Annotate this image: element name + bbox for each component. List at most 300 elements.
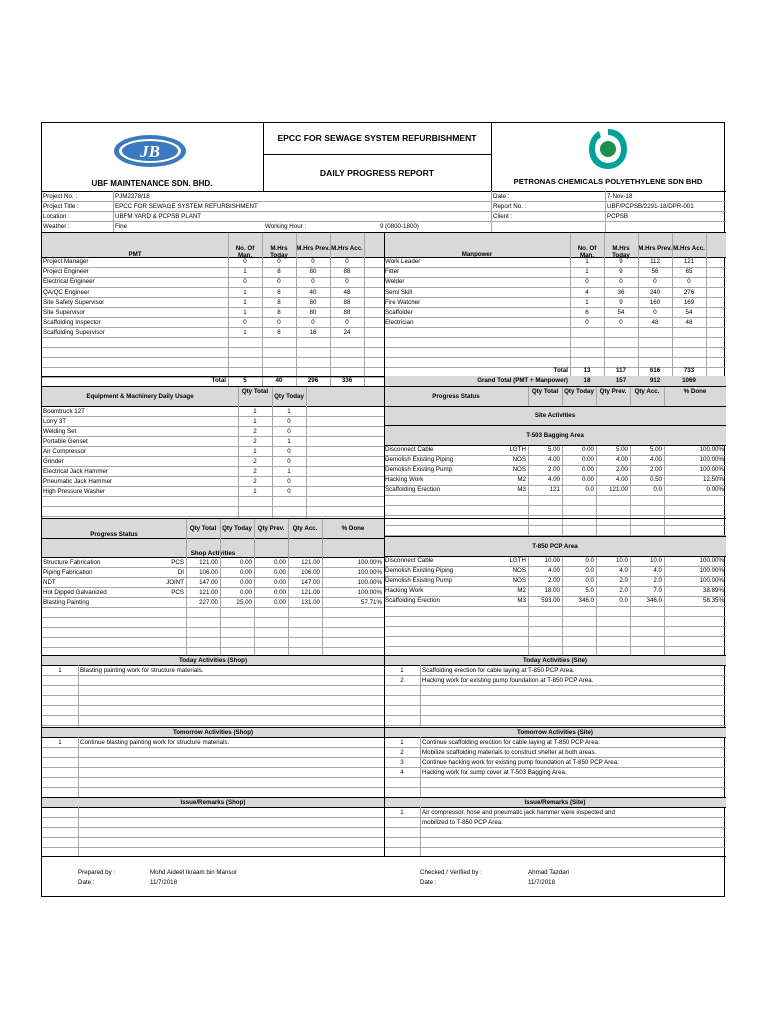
pmt-value: 1 (243, 288, 247, 296)
site-activities-label: Site Activities (534, 412, 576, 419)
site-activity-value: 0.00 (581, 476, 594, 483)
manpower-role: Work Leader (385, 258, 421, 265)
manpower-value: 0 (585, 278, 589, 286)
grid-line (42, 617, 384, 618)
grid-line (664, 387, 665, 406)
grid-line (384, 495, 726, 496)
grand-total-label: Grand Total (PMT + Manpower) (477, 377, 568, 384)
shop-activity-value: 100.00% (357, 589, 382, 596)
manpower-value: 0 (619, 278, 623, 286)
equipment-qty-today: 0 (287, 428, 291, 435)
pmt-role: Project Manager (43, 258, 89, 265)
equipment-qty-today: 0 (287, 448, 291, 455)
pmt-value: 88 (343, 309, 351, 316)
grid-line (664, 557, 665, 655)
site-activity-value: 58.35% (703, 597, 724, 604)
location-value: UBFM YARD & PCPSB PLANT (115, 213, 202, 220)
manpower-value: 6 (585, 309, 589, 316)
manpower-role: Fitter (385, 268, 400, 276)
mp-today-header: M.Hrs Today (612, 245, 630, 259)
prepared-date-label: Date : (78, 879, 95, 886)
pmt-value: 8 (277, 298, 281, 306)
site-activity-value: 4.00 (547, 456, 560, 463)
shop-activity-value: 57.71% (361, 599, 382, 606)
shop-activity-name: NDT (43, 579, 56, 586)
site-activity-value: 100.00% (699, 567, 724, 574)
weather-value: Fine (115, 223, 128, 230)
grid-line (42, 767, 384, 768)
equip-qty-total-header: Qty Total (241, 388, 269, 395)
manpower-total-value: 117 (616, 367, 626, 374)
grid-line (42, 647, 384, 648)
shop-activities-label: Shop Activities (190, 550, 236, 557)
grid-line (42, 747, 384, 748)
site-qty-acc-header: Qty Acc. (634, 388, 660, 395)
site-activity-value: 2.00 (547, 577, 560, 584)
activity-text: Continue hacking work for existing pump foundation at T-850 PCP Area. (422, 759, 619, 766)
grid-line (384, 525, 726, 526)
equipment-name: Boomtruck 12T (43, 408, 85, 415)
site-progress-header: Progress Status (432, 393, 480, 400)
client-label: Client : (493, 213, 513, 220)
grid-line (42, 695, 384, 696)
t850-area-label: T-850 PCP Area (532, 543, 578, 550)
site-qty-prev-header: Qty Prev. (599, 388, 627, 395)
manpower-role: Semi Skill (385, 288, 413, 296)
grid-line (384, 327, 726, 328)
shop-activity-value: 0.00 (239, 589, 252, 596)
grid-line (384, 695, 726, 696)
grid-line (528, 557, 529, 655)
grid-line (384, 757, 726, 758)
grid-line (42, 757, 384, 758)
grid-line (272, 387, 273, 518)
site-qty-today-header: Qty Today (564, 388, 594, 395)
manpower-value: 0 (653, 309, 657, 316)
grid-line (638, 233, 639, 386)
site-activity-name: Scaffolding Erection (385, 486, 440, 493)
equipment-qty-today: 0 (287, 458, 291, 465)
shop-activity-value: 121.00 (199, 559, 218, 566)
site-activity-value: 0.50 (649, 476, 662, 483)
shop-activity-value: 0.00 (273, 569, 286, 576)
grid-line (42, 627, 384, 628)
pmt-value: 0 (243, 278, 247, 286)
grid-line (384, 307, 726, 308)
shop-activity-value: 25.00 (236, 599, 252, 606)
site-activity-value: 2.0 (619, 577, 628, 584)
equipment-qty-total: 2 (253, 438, 257, 445)
site-activity-value: 346.0 (578, 597, 594, 604)
report-no-value: UBF/PCPSB/2291-18/DPR-001 (607, 203, 694, 210)
shop-activity-value: 106.00 (301, 569, 320, 576)
activity-text: Scaffolding erection for cable laying at T-850 PCP Area. (422, 667, 575, 674)
manpower-value: 0 (585, 319, 589, 327)
shop-activity-value: 121.00 (199, 589, 218, 596)
petronas-logo (587, 127, 629, 171)
grid-line (528, 387, 529, 406)
shop-activity-value: 100.00% (357, 569, 382, 576)
manpower-value: 65 (685, 268, 693, 276)
equipment-name: Lorry 3T (43, 418, 67, 425)
pmt-role: Electrical Engineer (43, 278, 95, 286)
manpower-value: 240 (649, 288, 661, 296)
manpower-value: 56 (651, 268, 659, 276)
site-activity-unit: NOS (512, 466, 526, 473)
site-activity-value: 7.0 (653, 587, 662, 594)
grid-line (238, 387, 239, 518)
activity-text: Continue scaffolding erection for cable laying at T-850 PCP Area. (422, 739, 600, 746)
tomorrow-shop-title: Tomorrow Activities (Shop) (172, 729, 254, 736)
manpower-value: 169 (683, 298, 695, 306)
pmt-value: 8 (277, 288, 281, 296)
site-activity-unit: LGTH (509, 557, 526, 564)
shop-activity-unit: DI (177, 569, 184, 576)
activity-number: 2 (400, 677, 404, 684)
activity-number: 3 (400, 759, 404, 766)
pmt-total-prev: 296 (307, 377, 319, 384)
site-activity-value: 100.00% (699, 446, 724, 453)
grid-line (384, 715, 726, 716)
equipment-qty-total: 1 (253, 488, 257, 495)
grid-line (42, 675, 384, 676)
pmt-value: 80 (309, 309, 317, 316)
shop-activity-value: 147.00 (301, 579, 320, 586)
shop-qty-today-header: Qty Today (222, 525, 252, 532)
pmt-value: 0 (311, 278, 315, 286)
issue-site-title: Issue/Remarks (Site) (524, 799, 586, 806)
grid-line (42, 607, 384, 608)
grid-line (384, 777, 726, 778)
grid-line (42, 685, 384, 686)
location-label: Location : (43, 213, 70, 220)
working-hour-value: 9 (0800-1800) (380, 223, 419, 230)
grid-line (42, 587, 384, 588)
site-activity-unit: NOS (512, 567, 526, 574)
equipment-qty-total: 2 (253, 428, 257, 435)
manpower-total-value: 733 (683, 367, 695, 374)
manpower-value: 0 (687, 278, 691, 286)
equipment-qty-total: 1 (253, 448, 257, 455)
grid-line (562, 387, 563, 406)
grid-line (42, 597, 384, 598)
activity-number: 1 (400, 739, 404, 746)
site-activity-value: 5.00 (547, 446, 560, 453)
grid-line (42, 456, 384, 457)
grand-total-man: 18 (583, 377, 591, 384)
shop-pct-done-header: % Done (341, 525, 365, 532)
grid-line (384, 606, 726, 607)
grid-line (220, 519, 221, 655)
grid-line (630, 446, 631, 536)
grand-total-today: 157 (615, 377, 627, 384)
grid-line (288, 519, 289, 655)
grid-line (384, 337, 726, 338)
equipment-name: Electrical Jack Hammer (43, 468, 108, 475)
manpower-role: Welder (385, 278, 405, 286)
pmt-value: 8 (277, 309, 281, 316)
site-activity-name: Scaffolding Erection (385, 597, 440, 604)
manpower-total-label: Total (553, 367, 568, 374)
site-activity-name: Demolish Existing Piping (385, 456, 454, 463)
equipment-qty-total: 2 (253, 468, 257, 475)
grid-line (384, 317, 726, 318)
manpower-value: 1 (585, 268, 589, 276)
grid-line (384, 616, 726, 617)
tomorrow-site-title: Tomorrow Activities (Site) (517, 729, 593, 736)
grid-line (228, 233, 229, 386)
site-activity-value: 10.0 (649, 557, 662, 564)
site-activity-value: 100.00% (699, 557, 724, 564)
report-title: DAILY PROGRESS REPORT (319, 168, 435, 178)
pmt-value: 0 (277, 319, 281, 327)
shop-activity-value: 0.00 (273, 589, 286, 596)
grid-line (384, 685, 726, 686)
activity-number: 1 (58, 739, 62, 746)
mp-man-header: No. Of Man. (577, 245, 597, 259)
site-activity-value: 0.00 (581, 466, 594, 473)
site-activity-value: 4.00 (615, 476, 628, 483)
grid-line (384, 347, 726, 348)
grid-line (42, 436, 384, 437)
equipment-qty-total: 2 (253, 458, 257, 465)
grid-line (570, 233, 571, 386)
pmt-value: 80 (309, 268, 317, 276)
grid-line (364, 233, 365, 386)
site-activity-value: 2.00 (615, 466, 628, 473)
grid-line (186, 519, 187, 655)
activity-number: 4 (400, 769, 404, 776)
manpower-value: 1 (585, 298, 589, 306)
shop-activity-value: 0.00 (239, 569, 252, 576)
shop-activity-name: Structure Fabrication (43, 559, 101, 566)
grid-line (384, 705, 726, 706)
pmt-value: 0 (345, 278, 349, 286)
site-activity-value: 4.00 (615, 456, 628, 463)
pmt-value: 0 (311, 319, 315, 327)
mp-prev-header: M.Hrs Prev. (638, 245, 672, 252)
manpower-role: Scaffolder (385, 309, 413, 316)
manpower-value: 9 (619, 298, 623, 306)
grid-line (42, 337, 384, 338)
site-activity-value: 0.0 (585, 557, 594, 564)
site-activity-value: 38.89% (703, 587, 724, 594)
grid-line (42, 317, 384, 318)
mp-acc-header: M.Hrs Acc. (673, 245, 705, 252)
ubf-logo (112, 133, 188, 169)
pmt-value: 0 (243, 319, 247, 327)
site-activity-value: 100.00% (699, 466, 724, 473)
client-company-name: PETRONAS CHEMICALS POLYETHYLENE SDN BHD (513, 177, 703, 186)
report-no-label: Report No. : (493, 203, 527, 210)
shop-activity-unit: PCS (171, 589, 184, 596)
grid-line (322, 519, 323, 655)
manpower-total-value: 616 (649, 367, 661, 374)
site-pct-done-header: % Done (683, 388, 707, 395)
site-activity-name: Demolish Existing Pump (385, 577, 453, 584)
grid-line (42, 347, 384, 348)
manpower-value: 121 (683, 258, 695, 265)
site-activity-value: 4.0 (653, 567, 662, 574)
site-activity-unit: M2 (517, 476, 526, 483)
pmt-value: 1 (243, 309, 247, 316)
pmt-role: Site Supervisor (43, 309, 85, 316)
equipment-name: High Pressure Washer (43, 488, 106, 495)
pmt-man-header: No. Of Man. (235, 245, 255, 259)
pmt-value: 1 (243, 329, 247, 337)
shop-activity-unit: JOINT (166, 579, 184, 586)
grid-line (42, 705, 384, 706)
daily-progress-report-sheet (41, 122, 725, 897)
site-activity-value: 0.0 (585, 577, 594, 584)
shop-qty-acc-header: Qty Acc. (292, 525, 318, 532)
site-activity-value: 2.00 (649, 466, 662, 473)
site-activity-value: 121.00 (609, 486, 628, 493)
manpower-value: 4 (585, 288, 589, 296)
site-activity-value: 5.00 (615, 446, 628, 453)
equipment-qty-total: 1 (253, 408, 257, 415)
t503-area-label: T-503 Bagging Area (526, 432, 584, 439)
grid-line (562, 446, 563, 536)
site-activity-value: 121 (549, 486, 560, 493)
activity-text: Hacking work for sump cover at T-503 Bagging Area. (422, 769, 567, 776)
checked-by-name: Ahmad Tazdari (528, 869, 570, 876)
site-activity-value: 100.00% (699, 456, 724, 463)
shop-activity-unit: PCS (171, 559, 184, 566)
grid-line (42, 496, 384, 497)
shop-activity-value: 0.00 (239, 559, 252, 566)
pmt-value: 1 (243, 298, 247, 306)
grid-line (306, 387, 307, 518)
activity-text: Hacking work for existing pump foundation at T-850 PCP Area. (422, 677, 594, 684)
grid-line (384, 626, 726, 627)
pmt-value: 0 (345, 319, 349, 327)
grid-line (528, 446, 529, 536)
grid-line (42, 787, 384, 788)
grid-line (664, 446, 665, 536)
grid-line (384, 747, 726, 748)
site-activity-value: 2.00 (547, 466, 560, 473)
grid-line (596, 557, 597, 655)
grid-line (672, 233, 673, 386)
grid-line (42, 446, 384, 447)
grid-line (630, 387, 631, 406)
grid-line (562, 557, 563, 655)
date-label: Date : (493, 193, 510, 200)
today-shop-title: Today Activities (Shop) (178, 657, 248, 664)
site-activity-value: 0.0 (653, 486, 662, 493)
grid-line (42, 307, 384, 308)
project-name-title: EPCC FOR SEWAGE SYSTEM REFURBISHMENT (277, 133, 477, 143)
equip-qty-today-header: Qty Today (274, 393, 304, 400)
shop-activity-value: 121.00 (301, 559, 320, 566)
site-activity-value: 4.00 (547, 567, 560, 574)
pmt-header: PMT (128, 251, 142, 258)
project-no-label: Project No. : (43, 193, 78, 200)
site-activity-value: 100.00% (699, 577, 724, 584)
shop-activity-name: Blasting Painting (43, 599, 90, 606)
client-value: PCPSB (607, 213, 628, 220)
equipment-qty-today: 0 (287, 478, 291, 485)
equipment-qty-today: 1 (287, 468, 291, 475)
pmt-total-man: 5 (243, 377, 247, 384)
today-site-title: Today Activities (Site) (523, 657, 587, 664)
pmt-total-today: 40 (275, 377, 283, 384)
pmt-role: QA/QC Engineer (43, 288, 90, 296)
grid-line (42, 416, 384, 417)
shop-activity-value: 227.00 (199, 599, 218, 606)
pmt-value: 24 (343, 329, 351, 337)
site-activity-value: 0.0 (585, 486, 594, 493)
site-activity-value: 0.00 (581, 456, 594, 463)
site-activity-value: 4.0 (619, 567, 628, 574)
site-activity-value: 5.0 (585, 587, 594, 594)
site-activity-unit: NOS (512, 577, 526, 584)
shop-activity-value: 106.00 (199, 569, 218, 576)
shop-progress-header: Progress Status (90, 531, 138, 538)
activity-text: Mobilize scaffolding materials to construct shelter at both areas. (422, 749, 597, 756)
grid-line (42, 357, 384, 358)
site-qty-total-header: Qty Total (531, 388, 559, 395)
pmt-today-header: M.Hrs Today (270, 245, 288, 259)
shop-activity-value: 100.00% (357, 579, 382, 586)
pmt-value: 88 (343, 268, 351, 276)
grid-line (254, 519, 255, 655)
grid-line (384, 515, 726, 516)
equipment-qty-total: 2 (253, 478, 257, 485)
pmt-total-acc: 336 (341, 377, 353, 384)
grid-line (42, 367, 384, 368)
grid-line (330, 233, 331, 386)
site-activity-name: Hacking Work (385, 587, 424, 594)
grid-line (706, 233, 707, 386)
grid-line (42, 486, 384, 487)
issue-shop-title: Issue/Remarks (Shop) (180, 799, 246, 806)
pmt-prev-header: M.Hrs Prev. (296, 245, 330, 252)
manpower-total-value: 13 (583, 367, 591, 374)
grid-line (384, 787, 726, 788)
issue-site-line1: Air compressor, hose and pneumatic jack hammer were inspected and (422, 809, 615, 816)
grid-line (296, 233, 297, 386)
pmt-role: Site Safety Supervisor (43, 298, 105, 306)
site-activity-value: 10.00 (544, 557, 560, 564)
manpower-value: 54 (685, 309, 693, 316)
grid-line (384, 357, 726, 358)
prepared-date: 11/7/2018 (150, 879, 178, 886)
shop-activity-value: 0.00 (239, 579, 252, 586)
project-no-value: PJM2278/18 (115, 193, 150, 200)
equipment-qty-today: 0 (287, 418, 291, 425)
shop-activity-value: 131.00 (301, 599, 320, 606)
prepared-by-label: Prepared by : (78, 869, 116, 876)
pmt-value: 48 (343, 288, 351, 296)
site-activity-name: Disconnect Cable (385, 557, 434, 564)
grid-line (384, 725, 726, 726)
checked-date-label: Date : (420, 879, 437, 886)
manpower-value: 48 (651, 319, 659, 327)
site-activity-name: Demolish Existing Piping (385, 567, 454, 574)
shop-qty-total-header: Qty Total (189, 525, 217, 532)
pmt-role: Scaffolding Inspector (43, 319, 101, 327)
shop-activity-value: 0.00 (273, 599, 286, 606)
manpower-value: 9 (619, 268, 623, 276)
equipment-name: Welding Set (43, 428, 77, 435)
site-activity-name: Demolish Existing Pump (385, 466, 453, 473)
prepared-by-name: Mohd Aideel Ikraam bin Mansor (150, 869, 238, 876)
grid-line (630, 557, 631, 655)
grid-line (42, 426, 384, 427)
grid-line (42, 725, 384, 726)
